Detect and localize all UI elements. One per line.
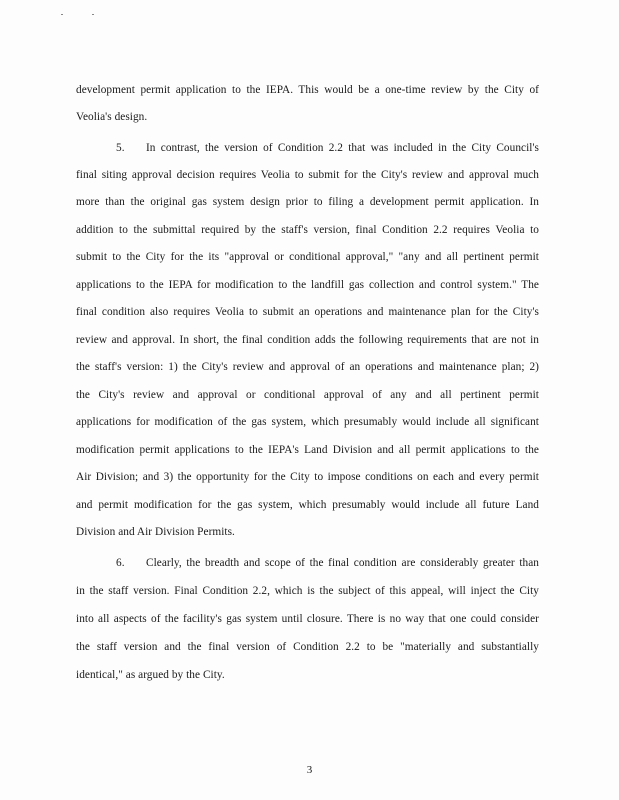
scan-speck	[92, 14, 94, 15]
text-line: submit to the City for the its "approval or conditional approval," "any and all pertinent permit	[76, 251, 539, 263]
text-line: final condition also requires Veolia to submit an operations and maintenance plan for the City's	[76, 306, 539, 318]
text-line: in the staff version. Final Condition 2.2, which is the subject of this appeal, will inject the City	[76, 585, 539, 597]
scan-speck	[61, 14, 63, 15]
text-line: applications for modification of the gas system, which presumably would include all significant	[76, 416, 539, 428]
paragraph-number: 5.	[116, 142, 125, 154]
text-line: more than the original gas system design prior to filing a development permit application. In	[76, 196, 539, 208]
text-line: and permit modification for the gas system, which presumably would include all future Land	[76, 499, 539, 511]
text-line: final siting approval decision requires Veolia to submit for the City's review and approval much	[76, 169, 539, 181]
text-line: Clearly, the breadth and scope of the final condition are considerably greater than	[146, 557, 539, 569]
paragraph-6-first-line	[76, 556, 539, 570]
text-line: the City's review and approval or conditional approval of any and all pertinent permit	[76, 389, 539, 401]
paragraph-5-first-line	[76, 141, 539, 155]
text-line: review and approval. In short, the final condition adds the following requirements that are not in	[76, 334, 539, 346]
text-line: the staff version and the final version of Condition 2.2 to be "materially and substantially	[76, 641, 539, 653]
text-line: addition to the submittal required by the staff's version, final Condition 2.2 requires Veolia to	[76, 224, 539, 236]
paragraph-number: 6.	[116, 557, 125, 569]
text-line: applications to the IEPA for modification to the landfill gas collection and control system." The	[76, 279, 539, 291]
text-line: Division and Air Division Permits.	[76, 526, 235, 538]
text-line: into all aspects of the facility's gas system until closure. There is no way that one could consider	[76, 613, 539, 625]
text-line: development permit application to the IEPA. This would be a one-time review by the City of	[76, 84, 539, 96]
page-number: 3	[306, 764, 313, 776]
text-line: In contrast, the version of Condition 2.2 that was included in the City Council's	[146, 142, 539, 154]
text-line: Veolia's design.	[76, 111, 148, 123]
text-line: Air Division; and 3) the opportunity for the City to impose conditions on each and every permit	[76, 471, 539, 483]
text-line: identical," as argued by the City.	[76, 669, 225, 681]
text-line: the staff's version: 1) the City's review and approval of an operations and maintenance plan; 2)	[76, 361, 539, 373]
text-line: modification permit applications to the IEPA's Land Division and all permit applications to the	[76, 444, 539, 456]
